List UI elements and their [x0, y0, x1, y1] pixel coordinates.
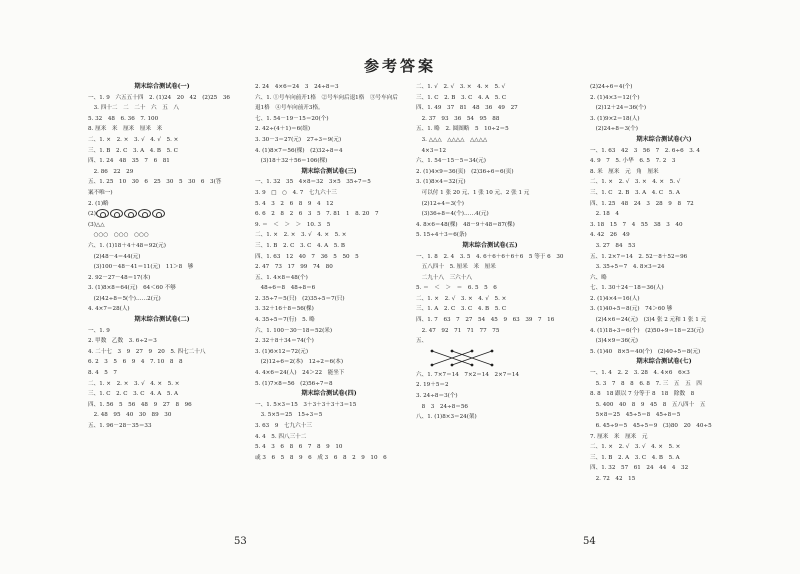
answer-line: (2)12÷4＝3(个)	[416, 200, 464, 207]
answer-line: 六、1. 100－30－18＝52(米)	[255, 327, 333, 334]
section-heading: 期末综合测试卷(七)	[636, 358, 692, 366]
answer-line: 六、1. 54－15－5＝34(元)	[416, 158, 486, 165]
double-circle-icon	[138, 209, 151, 218]
answer-line: 五、1. 4×8＝48(个)	[255, 274, 308, 281]
answer-line: 6. 6 2 8 2 6 3 5 7. 81 1 8. 20 7	[255, 211, 379, 218]
answer-line: 48÷6＝8 48÷8＝6	[255, 285, 316, 292]
answer-line: 3. (1)8×8＝64(元) 64＜60 不够	[88, 285, 176, 292]
answer-line: 五、1. 2×7＝14 2. 52－8＋52＝96	[590, 253, 688, 260]
answer-line: 2. 19＋5＝2	[416, 382, 449, 389]
answer-line: 5. (1)7×8＝56 (2)56÷7＝8	[255, 380, 333, 387]
answer-line: 五、1. 96－28－35＝33	[88, 423, 152, 429]
matching-lines-icon	[428, 348, 498, 368]
answer-line: 案不唯一)	[88, 189, 113, 196]
answer-line: 一、1. 5×3＝15 3＋3＋3＋3＋3＝15	[255, 401, 357, 408]
page-number-right: 54	[583, 536, 596, 547]
answer-line: 六、1. (1)18＋4＋48＝92(元)	[88, 242, 166, 249]
answer-line: 8 3 24÷8＝56	[416, 403, 468, 410]
answer-line: (2)24÷6＝4(个)	[590, 84, 633, 90]
answer-line: 2. (1)4×3＝12(个)	[590, 94, 640, 101]
answer-line: 4. 二十七 3 9 27 9 20 5. 四七二十八	[88, 348, 206, 355]
answer-line: (2)42÷8＝5(个)……2(元)	[88, 295, 161, 302]
answer-line: (3)36÷8＝4(个)……4(元)	[416, 211, 489, 218]
answer-line: 3. △△△ △△△△ △△△△	[416, 136, 488, 143]
answer-line: 七、1. 30＋24－18＝36(人)	[590, 285, 664, 292]
answer-line: 4. 35÷5＝7(行) 5. 略	[255, 317, 315, 324]
answer-line: (2)12＋24＝36(个)	[590, 105, 647, 112]
answer-line: 3. 35÷5＝7 4. 8×3＝24	[590, 264, 665, 271]
answer-line: 5×8＝25 45÷5＝8 45÷8＝5	[590, 412, 681, 419]
answer-line: 一、1. 8 2. 4 3. 5 4. 6＋6＋6＋6＋6 5 等于 6 30	[416, 253, 564, 260]
answer-line: 四、1. 63 12 40 7 36 5 50 5	[255, 253, 359, 260]
answer-label: 五、	[416, 338, 428, 345]
answer-line: 4. 9 7 5. 小华 6. 5 7. 2 3	[590, 158, 676, 165]
answer-line: 可以付 1 张 20 元、1 张 10 元、2 张 1 元	[416, 189, 530, 196]
double-circle-icon	[124, 209, 137, 218]
section-heading: 期末综合测试卷(三)	[301, 167, 357, 175]
answer-line: (3)△△	[88, 221, 105, 228]
answer-line: 一、1. 4 2. 2 3. 28 4. 4×6 6×3	[590, 370, 690, 377]
answer-line: 二、1. × 2. √ 3. × 4. × 5. √	[590, 179, 681, 186]
answer-line: 三、1. B 2. C 3. C 4. A 5. B	[255, 242, 345, 249]
answer-line: 五、1. 略 2. 圆图略 5 10÷2＝5	[416, 126, 509, 133]
answer-line: 5. 15÷4＋3＝6(条)	[416, 232, 467, 239]
answer-line: 三、1. B 2. A 3. C 4. B 5. A	[590, 454, 680, 461]
answer-line: 2. 32＋8＋34＝74(个)	[255, 338, 314, 345]
answer-line: (3)18＋32＋56＝106(棵)	[255, 158, 328, 165]
answer-line: (2)12÷6＝2(本) 12÷2＝6(本)	[255, 359, 344, 366]
answer-line: 2. 18 4	[590, 211, 619, 218]
answer-line: 2. 42÷(4＋1)＝6(组)	[255, 126, 311, 133]
answer-line: 2. (1)略	[88, 200, 109, 207]
section-heading: 期末综合测试卷(五)	[462, 241, 518, 249]
answer-line: (2)48－4＝44(元)	[88, 253, 141, 260]
answer-line: 二、1. × 2. × 3. √ 4. × 5. ×	[255, 232, 347, 239]
answer-line: 3. (1)9×2＝18(人)	[590, 115, 640, 122]
answer-line: 3. 24÷8＝3(个)	[416, 393, 458, 400]
answer-line: 4. 8×6＝48(棵) 48－9＋48＝87(棵)	[416, 221, 515, 228]
page-number-left: 53	[234, 536, 247, 547]
answer-line: 2. (1)4×9＝36(页) (2)36÷6＝6(页)	[416, 168, 514, 175]
answer-line: 六、略	[590, 274, 607, 281]
answer-line: 8. 米 厘米 元 角 厘米	[590, 168, 659, 175]
matching-figure-line	[416, 336, 564, 368]
answer-line: 4. (1)18÷3＝6(个) (2)50÷9＝18＝23(元)	[590, 327, 704, 334]
answer-line: 六、1. ①号车向前开1格 ②号车向后退1格 ③号车向后	[255, 94, 398, 101]
answer-line: ○○○ ○○○ ○○○	[88, 232, 149, 239]
answer-line: 四、1. 24 48 35 7 6 81	[88, 158, 170, 165]
answer-line: 8. 8 18 跟以 7 分等于 8 18 除数 8	[590, 391, 695, 398]
answer-line: 5. (1)40 8×5＝40(个) (2)40÷5＝8(元)	[590, 348, 701, 355]
answer-line: 5. 3 7 8 8 6. 8 7. 三 五 五 四	[590, 380, 702, 387]
answer-line: 6. 2 3 5 6 9 4 7. 10 8 8	[88, 359, 183, 366]
answer-line: 二、1. × 2. √ 3. √ 4. × 5. ×	[590, 444, 681, 451]
answer-line: 七、1. 54－19－15＝20(个)	[255, 115, 329, 122]
answer-line: 二、1. × 2. √ 3. × 4. √ 5. ×	[416, 295, 507, 302]
answer-line: 2. 92－27－48＝17(本)	[88, 274, 151, 281]
answer-line: 4. 4×6＝24(人) 24＞22 能坐下	[255, 370, 345, 377]
answer-line: 4. 42 26 49	[590, 232, 630, 239]
answer-line: 4. (1)8×7＝56(棵) (2)32÷8＝4	[255, 147, 343, 154]
answer-line: 8. 4 5 7	[88, 370, 117, 377]
answer-line: 4×3＝12	[416, 147, 447, 154]
answer-line: 一、1. 9	[88, 327, 110, 334]
answer-line: (3)100－48－41＝11(元) 11＞8 够	[88, 264, 194, 271]
answer-column-3	[416, 82, 564, 423]
answer-line: 3. 5×5＝25 15÷3＝5	[255, 412, 323, 419]
answer-line: 三、1. B 2. C 3. A 4. B 5. C	[88, 147, 178, 154]
circles-figure-line	[88, 209, 236, 220]
answer-line: 9. ＝ ＜ ＞ ＞ 10. 3 5	[255, 221, 331, 228]
answer-line: 四、1. 49 37 81 48 36 49 27	[416, 105, 518, 112]
answer-line: 3. 63 9 七九六十三	[255, 423, 312, 429]
answer-line: 三、1. A 2. C 3. C 4. B 5. C	[416, 306, 507, 313]
answer-line: 四、1. 32 57 61 24 44 4 32	[590, 465, 689, 472]
answer-line: 3. (1)8×4＝32(元)	[416, 179, 466, 186]
answer-line: 2. 48 95 40 30 89 30	[88, 412, 172, 419]
answer-line: 四、1. 56 5 56 48 9 27 8 96	[88, 401, 192, 408]
answer-line: 4. 4×7＝28(人)	[88, 306, 130, 313]
answer-line: 退1格 ④号车向前开3格。	[255, 105, 324, 112]
answer-line: 三、1. C 2. B 3. A 4. C 5. A	[590, 189, 680, 196]
answer-line: 五八四十 5. 厘米 米 厘米	[416, 264, 496, 271]
answer-line: 二九十八 三六十八	[416, 274, 472, 281]
answer-line: 2. 甲数 乙数 3. 6÷2＝3	[88, 338, 157, 345]
answer-column-1	[88, 82, 236, 432]
section-heading: 期末综合测试卷(四)	[301, 390, 357, 398]
answer-line: 5. 400 40 8 9 45 8 五八四十 五	[590, 401, 706, 408]
answer-line: (2)4×6＝24(元) (3)4 张 2 元和 1 张 1 元	[590, 317, 707, 324]
answer-line: 一、1. 63 42 3 56 7 2. 6÷6 3. 4	[590, 147, 700, 154]
answer-line: 3. 30－3＝27(元) 27÷3＝9(元)	[255, 136, 342, 143]
answer-line: 三、1. C 2. C 3. C 4. A 5. A	[88, 391, 179, 398]
answer-line: 2. 47 92 71 71 77 75	[416, 327, 500, 334]
answer-line: 5. 4 3 2 6 8 9 4 12	[255, 200, 334, 207]
section-heading: 期末综合测试卷(一)	[134, 83, 190, 90]
answer-line: 二、1. √ 2. √ 3. × 4. × 5. √	[416, 84, 506, 90]
answer-label: (2)	[88, 211, 96, 218]
answer-line: 7. 厘米 米 厘米 元	[590, 433, 648, 440]
double-circle-icon	[152, 209, 165, 218]
section-heading: 期末综合测试卷(二)	[134, 316, 190, 324]
page-title: 参考答案	[363, 57, 436, 75]
answer-line: 三、1. C 2. B 3. C 4. A 5. C	[416, 94, 507, 101]
answer-line: 8. 厘米 米 厘米 厘米 米	[88, 126, 163, 133]
answer-line: 五、1. 25 10 30 6 25 30 5 30 6 3(答	[88, 179, 222, 186]
answer-line: 3. (1)6×12＝72(元)	[255, 348, 309, 355]
answer-line: 四、1. 7 63 7 27 54 45 9 63 39 7 16	[416, 317, 555, 324]
answer-line: 一、1. 9 六五五十四 2. (1)24 20 42 (2)25 36	[88, 94, 230, 101]
answer-line: 四、1. 25 48 24 3 28 9 8 72	[590, 200, 694, 207]
answer-line: 2. 37 93 36 54 95 88	[416, 115, 500, 122]
answer-line: 2. 35÷7＝5(只) (2)35÷5＝7(只)	[255, 295, 345, 302]
answer-column-4	[590, 82, 738, 485]
answer-line: 5. ＝ ＜ ＞ ＝ 6. 5 5 6	[416, 285, 497, 292]
double-circle-icon	[110, 209, 123, 218]
answer-line: 3. 27 84 53	[590, 242, 636, 249]
answer-line: (2)24÷8＝3(个)	[590, 126, 638, 133]
answer-line: 八、1. (1)8×3＝24(架)	[416, 414, 477, 421]
answer-line: 5. 32 48 6. 36 7. 100	[88, 115, 159, 122]
double-circle-figure	[96, 209, 165, 218]
answer-line: 六、1. 7×7＝14 7×2＝14 2×7＝14	[416, 371, 520, 378]
answer-line: 2. 72 42 15	[590, 475, 636, 482]
answer-line: 6. 45÷9＝5 45÷5＝9 (3)80 20 40÷5	[590, 423, 712, 429]
double-circle-icon	[96, 209, 109, 218]
answer-line: 2. 24 4×6＝24 3 24÷8＝3	[255, 84, 339, 90]
answer-line: 一、1. 32 35 4×8＝32 3×5 35÷7＝5	[255, 179, 371, 186]
answer-line: 2. 47 73 17 99 74 80	[255, 264, 333, 271]
answer-line: 二、1. × 2. × 3. √ 4. × 5. ×	[88, 380, 180, 387]
answer-line: 5. 4 3 6 8 6 7 8 9 10	[255, 444, 343, 451]
section-heading: 期末综合测试卷(六)	[636, 135, 692, 143]
answer-line: 3. 18 15 7 4 55 38 3 40	[590, 221, 683, 228]
answer-column-2	[255, 82, 403, 463]
answer-line: 或 3 6 5 8 9 6 成 3 6 8 2 9 10 6	[255, 454, 387, 461]
answer-line: 3. 四十二 二 二十 六 五 八	[88, 105, 180, 112]
answer-line: 二、1. × 2. × 3. √ 4. √ 5. ×	[88, 136, 179, 143]
answer-line: 2. 86 22 29	[88, 168, 134, 175]
answer-line: (3)4×9＝36(元)	[590, 338, 638, 345]
answer-line: 4. 4 5. 四八三十二	[255, 433, 307, 440]
answer-line: 3. (1)40÷5＝8(元) 74＞60 够	[590, 306, 673, 313]
answer-line: 3. 9 □ ○ 4. 7 七九六十三	[255, 189, 337, 196]
answer-line: 2. (1)4×4＝16(人)	[590, 295, 640, 302]
answer-line: 3. 32＋16＋8＝56(棵)	[255, 306, 314, 313]
